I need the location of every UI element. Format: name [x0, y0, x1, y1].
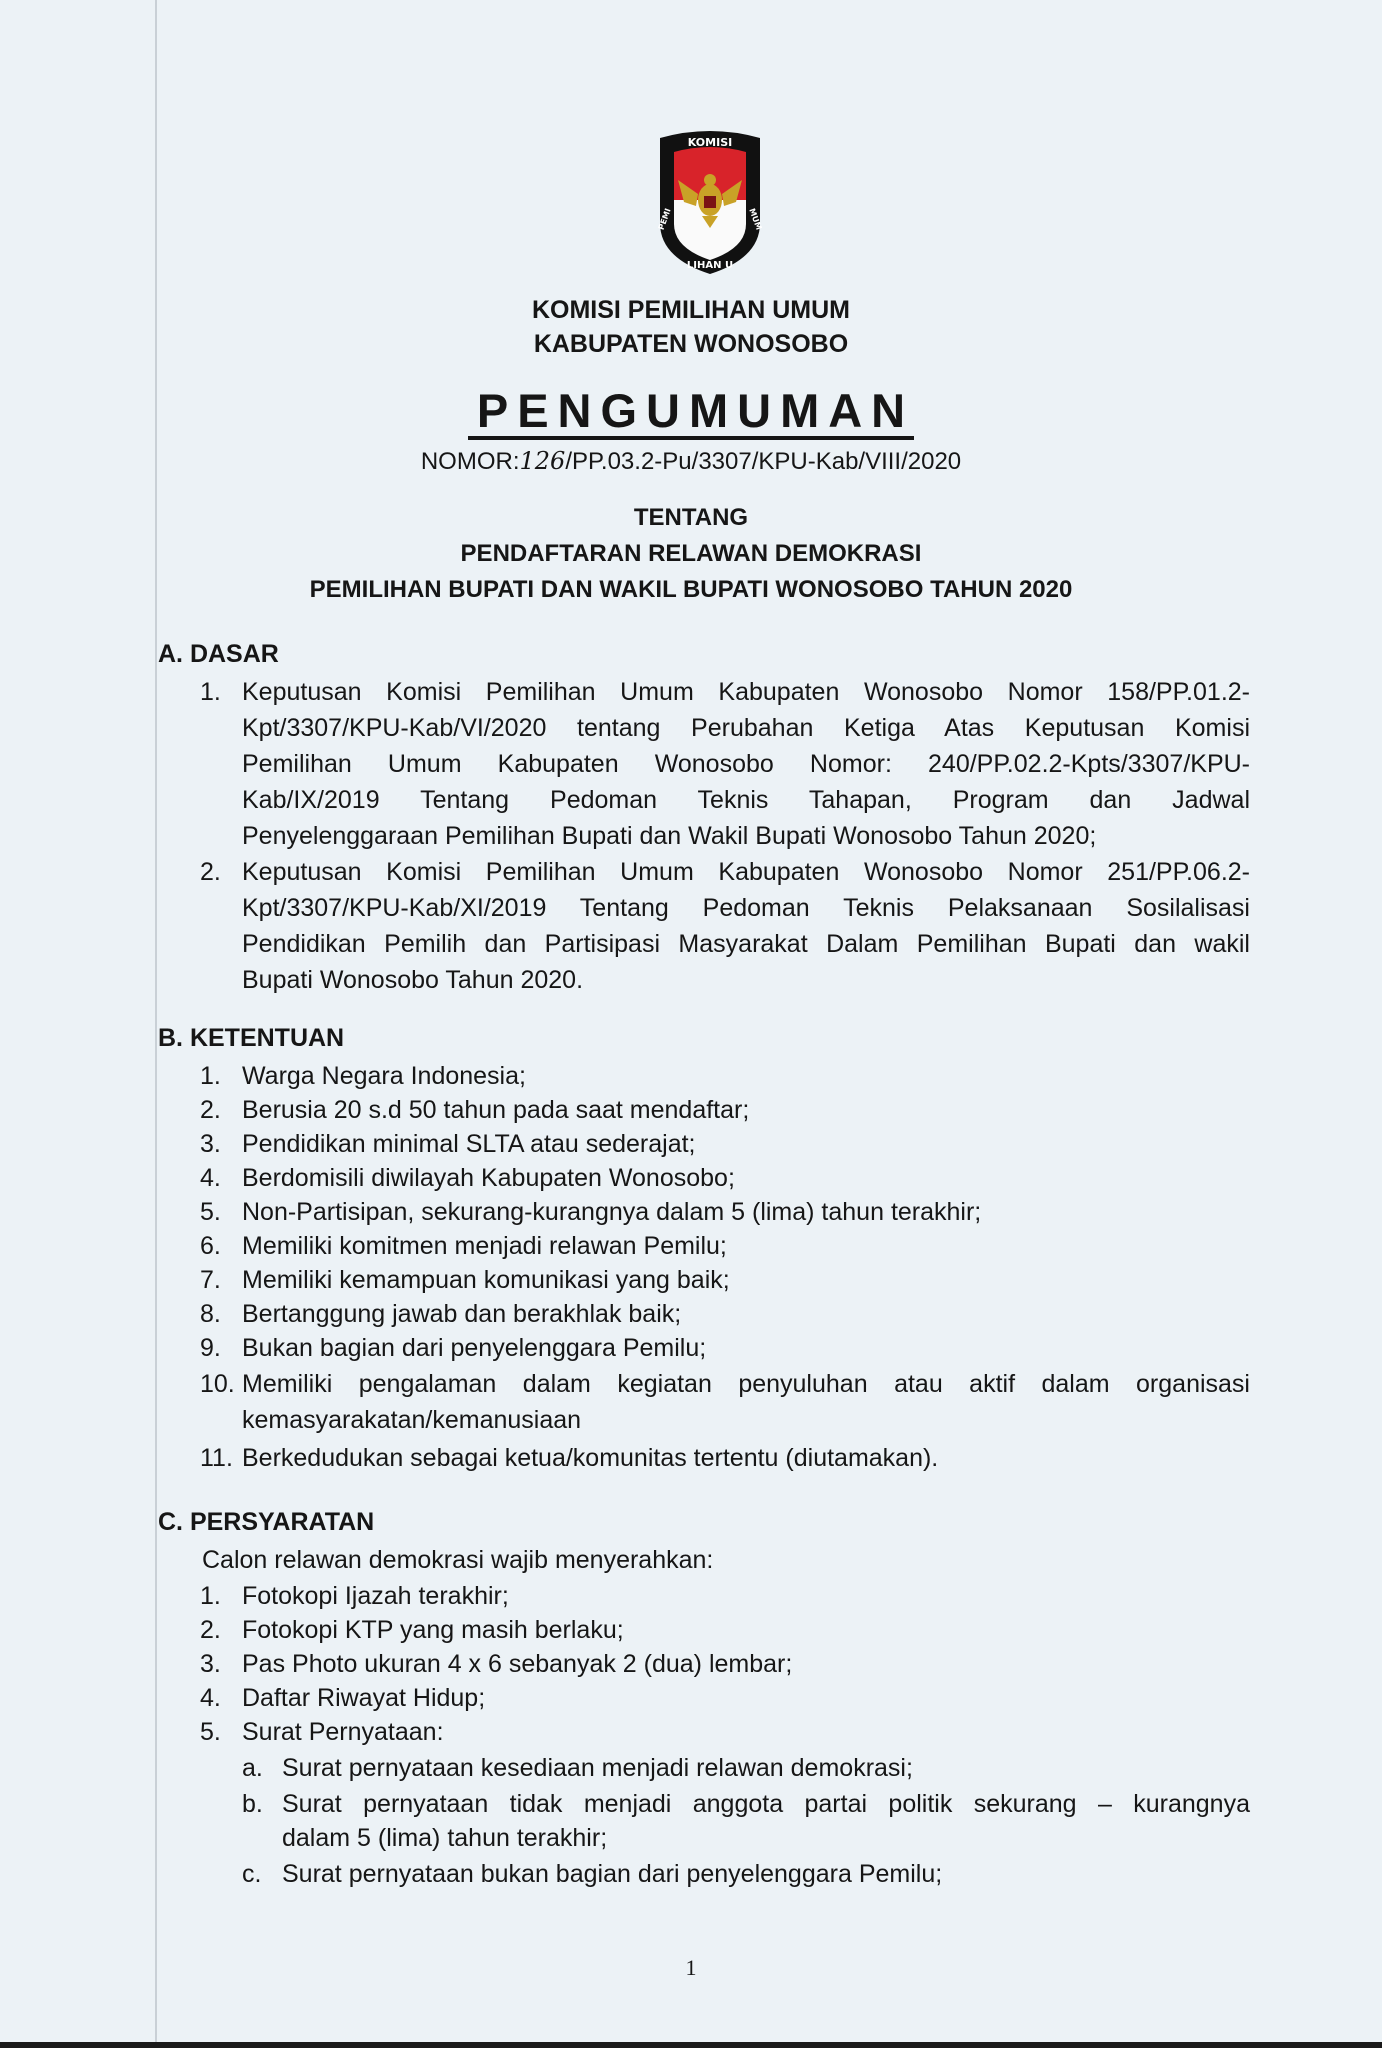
- ketentuan-item-text: Memiliki komitmen menjadi relawan Pemilu;: [242, 1232, 727, 1260]
- ketentuan-item-text-cont: kemasyarakatan/kemanusiaan: [242, 1406, 582, 1434]
- persyaratan-subitem-letter: a.: [242, 1754, 263, 1782]
- document-title-wrap: [0, 384, 1382, 440]
- dasar-item-line: Keputusan Komisi Pemilihan Umum Kabupaten Wonosobo Nomor 158/PP.01.2-: [242, 678, 1250, 706]
- dasar-item-line: Pendidikan Pemilih dan Partisipasi Masyarakat Dalam Pemilihan Bupati dan wakil: [242, 930, 1250, 958]
- persyaratan-subitem-text: Surat pernyataan kesediaan menjadi relawan demokrasi;: [282, 1754, 913, 1782]
- section-heading-persyaratan: C. PERSYARATAN: [158, 1508, 375, 1536]
- dasar-item-line: Kpt/3307/KPU-Kab/XI/2019 Tentang Pedoman Teknis Pelaksanaan Sosilalisasi: [242, 894, 1250, 922]
- persyaratan-item-text: Surat Pernyataan:: [242, 1718, 444, 1746]
- subject-line-2: PEMILIHAN BUPATI DAN WAKIL BUPATI WONOSOBO TAHUN 2020: [309, 576, 1073, 603]
- scan-bottom-edge: [0, 2042, 1382, 2048]
- nomor-suffix: /PP.03.2-Pu/3307/KPU-Kab/VIII/2020: [565, 448, 962, 475]
- nomor-handwritten: 126: [519, 447, 566, 475]
- document-title: PENGUMUMAN: [468, 388, 914, 440]
- persyaratan-item-number: 3.: [200, 1650, 221, 1678]
- dasar-item-line: Kab/IX/2019 Tentang Pedoman Teknis Tahapan, Program dan Jadwal: [242, 786, 1250, 814]
- dasar-item-number: 2.: [200, 858, 221, 886]
- ketentuan-item-number: 7.: [200, 1266, 221, 1294]
- persyaratan-item-number: 4.: [200, 1684, 221, 1712]
- ketentuan-item-number: 9.: [200, 1334, 221, 1362]
- ketentuan-item-text: Warga Negara Indonesia;: [242, 1062, 526, 1090]
- persyaratan-item-text: Daftar Riwayat Hidup;: [242, 1684, 486, 1712]
- persyaratan-item-text: Fotokopi KTP yang masih berlaku;: [242, 1616, 624, 1644]
- ketentuan-item-text: Bukan bagian dari penyelenggara Pemilu;: [242, 1334, 707, 1362]
- ketentuan-item-text: Non-Partisipan, sekurang-kurangnya dalam 5 (lima) tahun terakhir;: [242, 1198, 982, 1226]
- dasar-item-line: Penyelenggaraan Pemilihan Bupati dan Wakil Bupati Wonosobo Tahun 2020;: [242, 822, 1097, 850]
- ketentuan-item-text: Berdomisili diwilayah Kabupaten Wonosobo;: [242, 1164, 735, 1192]
- ketentuan-item-number: 10.: [200, 1370, 235, 1398]
- dasar-item-line: Pemilihan Umum Kabupaten Wonosobo Nomor: 240/PP.02.2-Kpts/3307/KPU-: [242, 750, 1250, 778]
- ketentuan-item-number: 2.: [200, 1096, 221, 1124]
- ketentuan-item-number: 11.: [200, 1444, 233, 1472]
- section-heading-dasar: A. DASAR: [158, 640, 279, 668]
- ketentuan-item-number: 3.: [200, 1130, 221, 1158]
- subject-line-1: PENDAFTARAN RELAWAN DEMOKRASI: [460, 540, 922, 567]
- ketentuan-item-text: Memiliki kemampuan komunikasi yang baik;: [242, 1266, 730, 1294]
- dasar-item-line: Kpt/3307/KPU-Kab/VI/2020 tentang Perubahan Ketiga Atas Keputusan Komisi: [242, 714, 1250, 742]
- organization-name: KOMISI PEMILIHAN UMUM: [531, 296, 851, 324]
- logo-text-right: MUM: [747, 207, 764, 232]
- persyaratan-item-text: Fotokopi Ijazah terakhir;: [242, 1582, 509, 1610]
- persyaratan-subitem-text-cont: dalam 5 (lima) tahun terakhir;: [282, 1824, 608, 1852]
- ketentuan-item-number: 1.: [200, 1062, 221, 1090]
- organization-regency: KABUPATEN WONOSOBO: [533, 330, 849, 358]
- persyaratan-item-number: 1.: [200, 1582, 221, 1610]
- ketentuan-item-text: Bertanggung jawab dan berakhlak baik;: [242, 1300, 682, 1328]
- ketentuan-item-number: 5.: [200, 1198, 221, 1226]
- ketentuan-item-text: Memiliki pengalaman dalam kegiatan penyuluhan atau aktif dalam organisasi: [242, 1370, 1250, 1398]
- persyaratan-item-text: Pas Photo ukuran 4 x 6 sebanyak 2 (dua) lembar;: [242, 1650, 793, 1678]
- persyaratan-subitem-letter: c.: [242, 1860, 262, 1888]
- dasar-item-number: 1.: [200, 678, 221, 706]
- ketentuan-item-text: Berkedudukan sebagai ketua/komunitas tertentu (diutamakan).: [242, 1444, 939, 1472]
- kpu-logo: [650, 128, 770, 278]
- ketentuan-item-number: 4.: [200, 1164, 221, 1192]
- persyaratan-subitem-text: Surat pernyataan bukan bagian dari penyelenggara Pemilu;: [282, 1860, 943, 1888]
- ketentuan-item-text: Berusia 20 s.d 50 tahun pada saat mendaftar;: [242, 1096, 750, 1124]
- dasar-item-line: Keputusan Komisi Pemilihan Umum Kabupaten Wonosobo Nomor 251/PP.06.2-: [242, 858, 1250, 886]
- section-heading-ketentuan: B. KETENTUAN: [158, 1024, 345, 1052]
- persyaratan-subitem-text: Surat pernyataan tidak menjadi anggota partai politik sekurang – kurangnya: [282, 1790, 1250, 1818]
- page-number: 1: [685, 1955, 697, 1980]
- logo-text-bottom: LIHAN U: [686, 260, 734, 271]
- document-number: [0, 447, 1382, 476]
- logo-text-left: PEMI: [656, 207, 673, 232]
- dasar-item-line: Bupati Wonosobo Tahun 2020.: [242, 966, 584, 994]
- ketentuan-item-number: 8.: [200, 1300, 221, 1328]
- persyaratan-subitem-letter: b.: [242, 1790, 263, 1818]
- persyaratan-intro: Calon relawan demokrasi wajib menyerahkan:: [202, 1546, 714, 1574]
- persyaratan-item-number: 5.: [200, 1718, 221, 1746]
- logo-text-top: KOMISI: [687, 136, 733, 149]
- nomor-prefix: NOMOR:: [420, 448, 520, 475]
- ketentuan-item-number: 6.: [200, 1232, 221, 1260]
- tentang-label: TENTANG: [633, 504, 749, 531]
- ketentuan-item-text: Pendidikan minimal SLTA atau sederajat;: [242, 1130, 696, 1158]
- persyaratan-item-number: 2.: [200, 1616, 221, 1644]
